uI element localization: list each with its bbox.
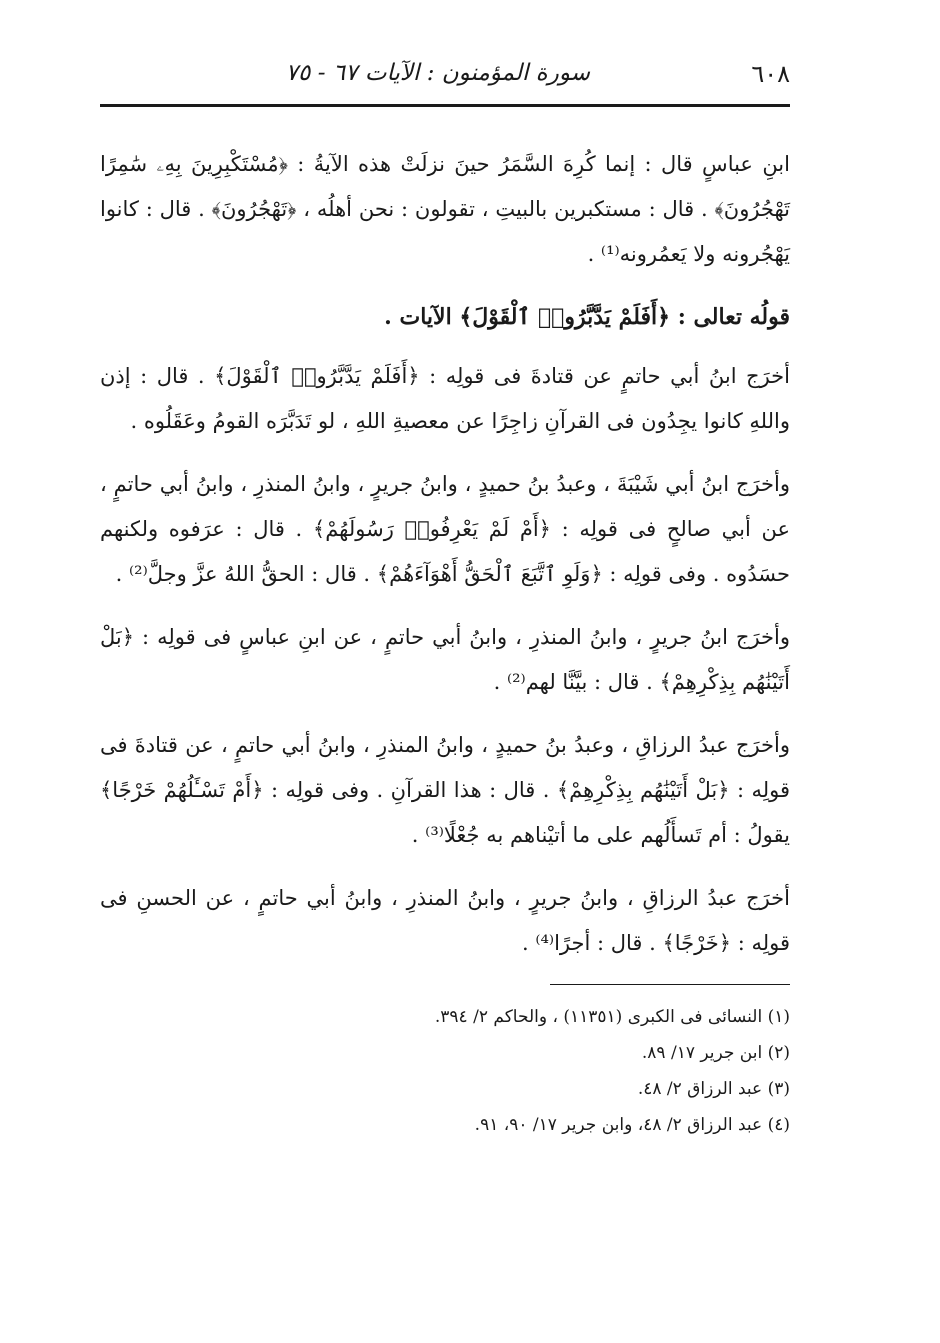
paragraph: وأخرَج عبدُ الرزاقِ ، وعبدُ بنُ حميدٍ ، وابنُ المنذرِ ، وابنُ أبي حاتمٍ ، عن قتادةَ فى قولِه : ﴿بَلْ أَتَيْنَٰهُم بِذِكْرِهِمْ﴾ . قال : هذا القرآنِ . وفى قولِه : ﴿أَمْ تَسْـَٔلُهُمْ خَرْجًا﴾ يقولُ : أم تَسأَلُهم على ما أتيْناهم به جُعْلًا⁽³⁾ . [100, 733, 790, 847]
footnote: (٤) عبد الرزاق ٢/ ٤٨، وابن جرير ١٧/ ٩٠، ٩١. [474, 1115, 790, 1135]
paragraph: أخرَج عبدُ الرزاقِ ، وابنُ جريرٍ ، وابنُ المنذرِ ، وابنُ أبي حاتمٍ ، عن الحسنِ فى قولِه : ﴿خَرْجًا﴾ . قال : أجرًا⁽⁴⁾ . [100, 886, 790, 955]
section-heading: قولُه تعالى : ﴿أَفَلَمْ يَدَّبَّرُوا۟ ٱلْقَوْلَ﴾ الآيات . [384, 304, 790, 330]
footnote: (٣) عبد الرزاق ٢/ ٤٨. [637, 1079, 790, 1099]
footnote-separator [550, 984, 790, 985]
main-text [100, 142, 790, 966]
page-number: ٦٠٨ [751, 60, 790, 88]
page-header [100, 40, 790, 102]
book-page [100, 40, 790, 1143]
paragraph: ابنِ عباسٍ قال : إنما كُرِهَ السَّمَرُ حينَ نزلَتْ هذه الآيةُ : ﴿مُسْتَكْبِرِينَ بِهِۦ سَٰمِرًا تَهْجُرُونَ﴾ . قال : مستكبرين بالبيتِ ، تقولون : نحن أهلُه ، ﴿تَهْجُرُونَ﴾ . قال : كانوا يَهْجُرونه ولا يَعمُرونه⁽¹⁾ . [100, 152, 790, 266]
paragraph: وأخرَج ابنُ أبي شَيْبَةَ ، وعبدُ بنُ حميدٍ ، وابنُ جريرٍ ، وابنُ المنذرِ ، وابنُ أبي حاتمٍ ، عن أبي صالحٍ فى قولِه : ﴿أَمْ لَمْ يَعْرِفُوا۟ رَسُولَهُمْ﴾ . قال : عرَفوه ولكنهم حسَدُوه . وفى قولِه : ﴿وَلَوِ ٱتَّبَعَ ٱلْحَقُّ أَهْوَآءَهُمْ﴾ . قال : الحقُّ اللهُ عزَّ وجلَّ⁽²⁾ . [100, 472, 790, 586]
paragraph: أخرَج ابنُ أبي حاتمٍ عن قتادةَ فى قولِه : ﴿أَفَلَمْ يَدَّبَّرُوا۟ ٱلْقَوْلَ﴾ . قال : إذن واللهِ كانوا يجِدُون فى القرآنِ زاجِرًا عن معصيةِ اللهِ ، لو تَدَبَّرَه القومُ وعَقَلُوه . [100, 364, 790, 433]
running-title: سورة المؤمنون : الآيات ٦٧ - ٧٥ [285, 60, 590, 86]
footnotes [100, 999, 790, 1143]
footnote: (١) النسائى فى الكبرى (١١٣٥١) ، والحاكم ٢/ ٣٩٤. [434, 1007, 790, 1027]
paragraph: وأخرَج ابنُ جريرٍ ، وابنُ المنذرِ ، وابنُ أبي حاتمٍ ، عن ابنِ عباسٍ فى قولِه : ﴿بَلْ أَتَيْنَٰهُم بِذِكْرِهِمْ﴾ . قال : بيَّنَّا لهم⁽²⁾ . [100, 625, 790, 694]
footnote: (٢) ابن جرير ١٧/ ٨٩. [641, 1043, 790, 1063]
header-rule [100, 104, 790, 107]
